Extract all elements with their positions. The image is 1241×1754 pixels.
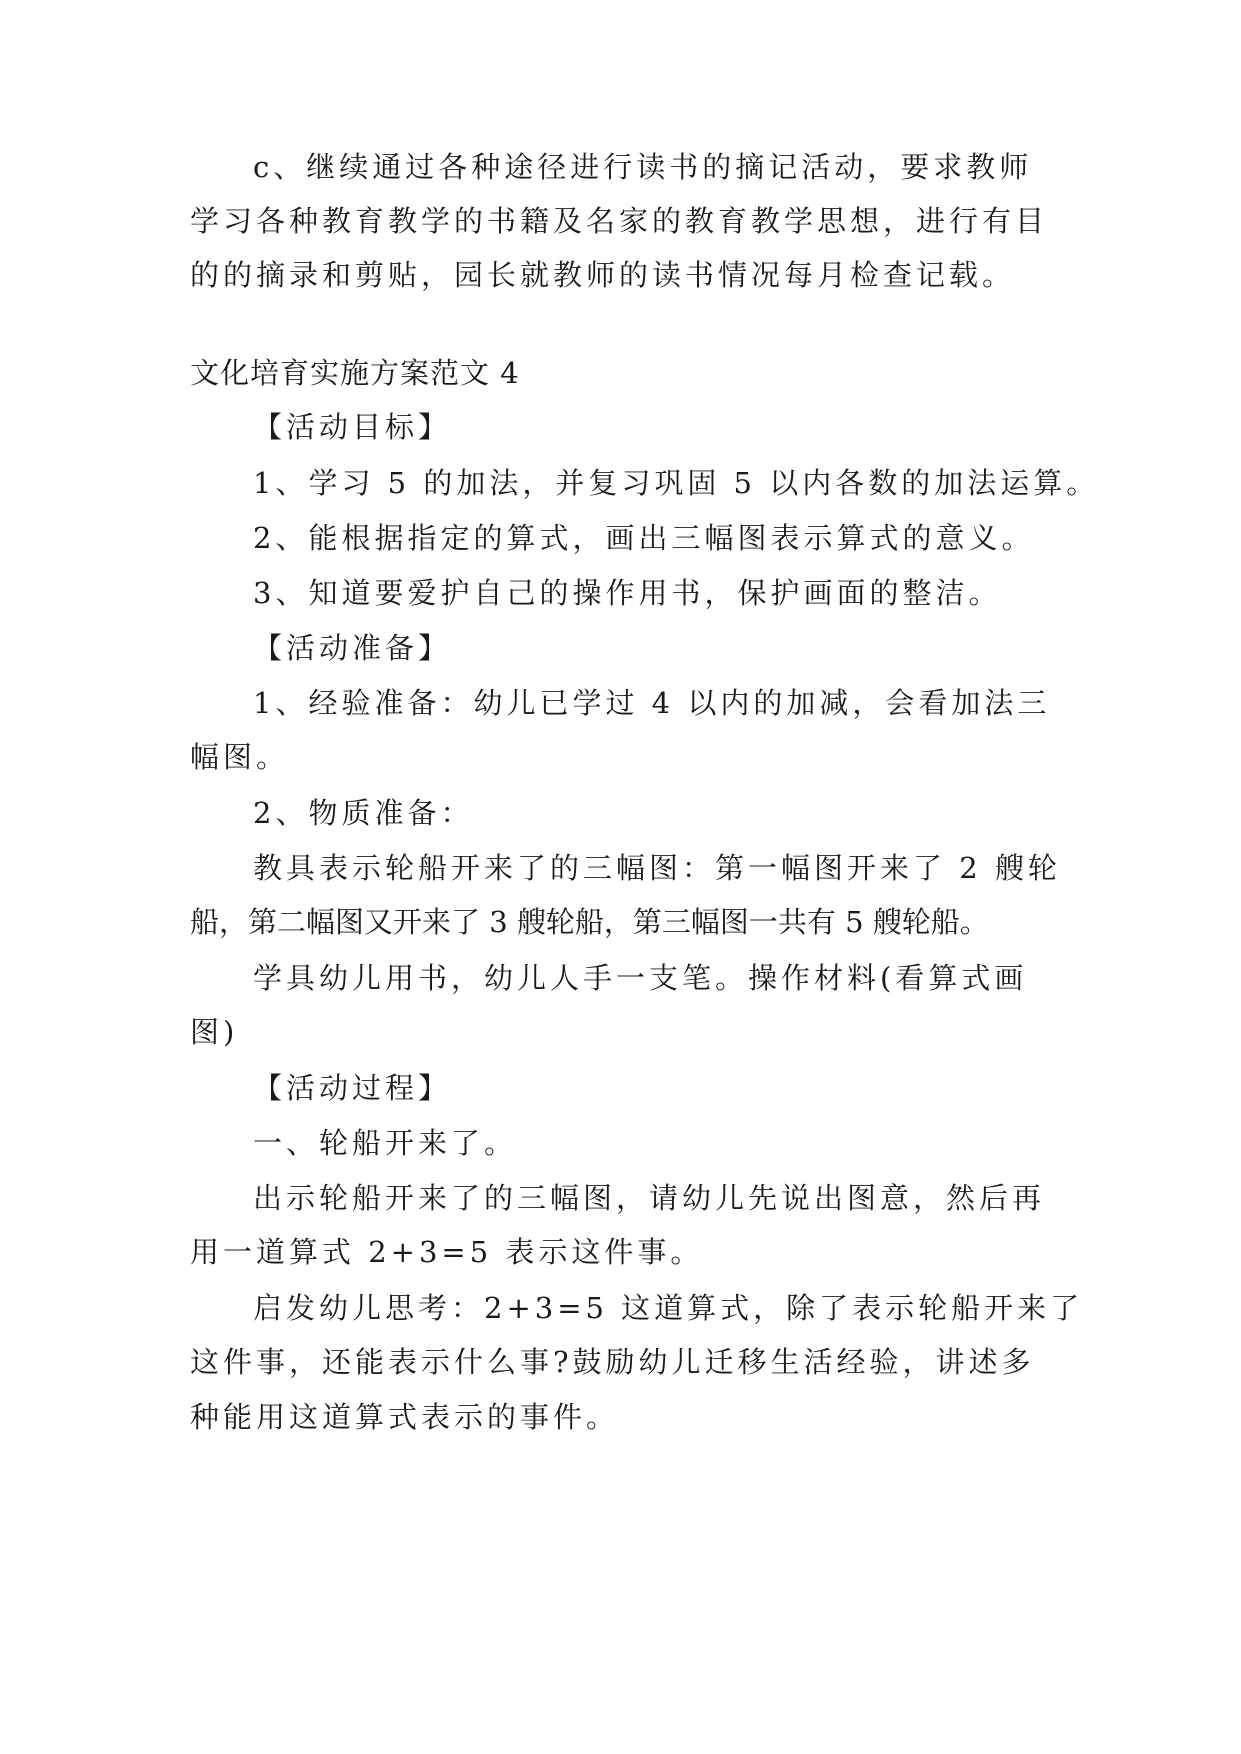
section-heading: 【活动准备】 bbox=[253, 631, 452, 665]
paragraph-line: 教具表示轮船开来了的三幅图：第一幅图开来了 2 艘轮 bbox=[253, 851, 1061, 885]
section-title: 文化培育实施方案范文 4 bbox=[190, 356, 520, 390]
paragraph-line: 幅图。 bbox=[190, 740, 290, 774]
list-item: 2、物质准备： bbox=[253, 796, 474, 830]
list-item: 1、学习 5 的加法，并复习巩固 5 以内各数的加法运算。 bbox=[253, 466, 1100, 500]
paragraph-line: 的的摘录和剪贴，园长就教师的读书情况每月检查记载。 bbox=[190, 258, 1016, 292]
section-heading: 【活动目标】 bbox=[253, 410, 452, 444]
paragraph-line: 出示轮船开来了的三幅图，请幼儿先说出图意，然后再 bbox=[253, 1181, 1046, 1215]
paragraph-line: 这件事，还能表示什么事?鼓励幼儿迁移生活经验，讲述多 bbox=[190, 1345, 1035, 1379]
list-item: 3、知道要爱护自己的操作用书，保护画面的整洁。 bbox=[253, 576, 1002, 610]
paragraph-line: c、继续通过各种途径进行读书的摘记活动，要求教师 bbox=[253, 150, 1033, 184]
paragraph-line: 学具幼儿用书，幼儿人手一支笔。操作材料(看算式画 bbox=[253, 961, 1028, 995]
section-heading: 【活动过程】 bbox=[253, 1071, 452, 1105]
paragraph-line: 图) bbox=[190, 1015, 239, 1049]
paragraph-line: 学习各种教育教学的书籍及名家的教育教学思想，进行有目 bbox=[190, 204, 1049, 238]
paragraph-line: 种能用这道算式表示的事件。 bbox=[190, 1400, 620, 1434]
paragraph-line: 船，第二幅图又开来了 3 艘轮船，第三幅图一共有 5 艘轮船。 bbox=[190, 905, 989, 939]
paragraph-line: 启发幼儿思考：2+3=5 这道算式，除了表示轮船开来了 bbox=[253, 1291, 1084, 1325]
list-item: 2、能根据指定的算式，画出三幅图表示算式的意义。 bbox=[253, 521, 1035, 555]
paragraph-line: 用一道算式 2+3=5 表示这件事。 bbox=[190, 1235, 704, 1269]
list-item: 1、经验准备：幼儿已学过 4 以内的加减，会看加法三 bbox=[253, 686, 1051, 720]
paragraph-line: 一、轮船开来了。 bbox=[253, 1126, 518, 1160]
